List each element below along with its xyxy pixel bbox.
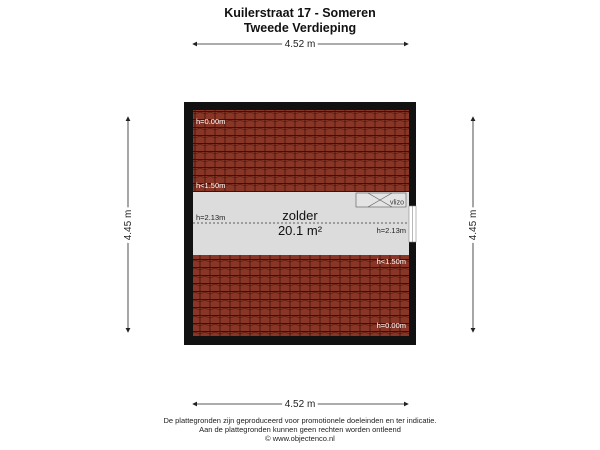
footer-disclaimer-1: De plattegronden zijn geproduceerd voor promotionele doeleinden en ter indicatie.: [163, 416, 437, 425]
top-dimension-label: 4.52 m: [284, 39, 316, 50]
left-dimension-label: 4.45 m: [123, 209, 134, 241]
bottom-dimension-label: 4.52 m: [284, 399, 316, 410]
vlizo-label: vlizo: [390, 199, 405, 207]
footer-copyright: © www.objectenco.nl: [265, 434, 335, 443]
height-label-upper-left: h<1.50m: [196, 181, 226, 190]
room-name: zolder: [282, 208, 318, 223]
height-label-mid-left: h=2.13m: [196, 213, 226, 222]
address-title: Kuilerstraat 17 - Someren: [224, 6, 376, 20]
height-label-bottom-right: h=0.00m: [376, 321, 406, 330]
footer-disclaimer-2: Aan de plattegronden kunnen geen rechten worden ontleend: [199, 425, 401, 434]
height-label-lower-right: h<1.50m: [376, 257, 406, 266]
height-label-mid-right: h=2.13m: [376, 226, 406, 235]
room-area: 20.1 m²: [277, 223, 323, 238]
floor-title: Tweede Verdieping: [243, 21, 357, 35]
right-dimension-label: 4.45 m: [468, 209, 479, 241]
height-label-top-left: h=0.00m: [196, 117, 226, 126]
